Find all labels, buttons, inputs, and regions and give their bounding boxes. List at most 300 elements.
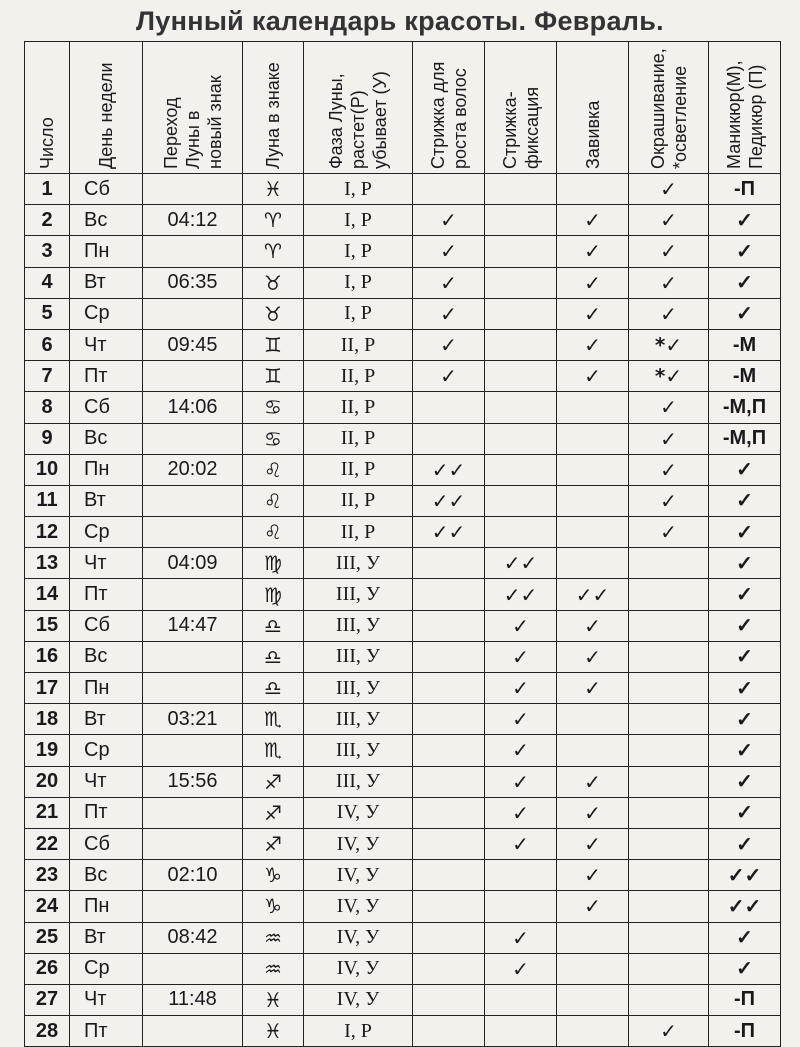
coloring-cell: ✓ [629, 236, 709, 267]
header-perm: Завивка [557, 42, 629, 174]
weekday-cell: Сб [70, 174, 143, 205]
taurus-icon: ♉ [264, 301, 282, 326]
gemini-icon: ♊ [264, 333, 282, 358]
coloring-cell: ✓ [629, 392, 709, 423]
transition-time-cell: 11:48 [143, 984, 243, 1015]
growth-cut-cell [413, 673, 485, 704]
sagittarius-icon: ♐ [264, 769, 282, 794]
capricorn-icon: ♑ [264, 863, 282, 888]
lunar-calendar-table [24, 41, 781, 1047]
zodiac-sign-cell [243, 485, 304, 516]
moon-phase-cell: II, Р [304, 454, 413, 485]
header-transition-time: Переход Луны в новый знак [143, 42, 243, 174]
coloring-cell [629, 735, 709, 766]
growth-cut-cell: ✓ [413, 298, 485, 329]
coloring-cell: ✓ [629, 174, 709, 205]
zodiac-sign-cell [243, 922, 304, 953]
fix-cut-cell: ✓✓ [485, 579, 557, 610]
zodiac-sign-cell [243, 517, 304, 548]
moon-phase-cell: I, Р [304, 236, 413, 267]
growth-cut-cell [413, 392, 485, 423]
sagittarius-icon: ♐ [264, 800, 282, 825]
moon-phase-cell: III, У [304, 735, 413, 766]
coloring-cell: ✓ [629, 205, 709, 236]
manicure-cell: ✓ [709, 704, 781, 735]
moon-phase-cell: III, У [304, 548, 413, 579]
transition-time-cell [143, 485, 243, 516]
weekday-cell: Пн [70, 454, 143, 485]
weekday-cell: Вс [70, 423, 143, 454]
fix-cut-cell: ✓ [485, 828, 557, 859]
fix-cut-cell: ✓ [485, 766, 557, 797]
perm-cell [557, 174, 629, 205]
day-cell: 24 [25, 891, 70, 922]
header-coloring: Окрашивание, *осветление [629, 42, 709, 174]
perm-cell [557, 704, 629, 735]
fix-cut-cell [485, 392, 557, 423]
virgo-icon: ♍ [264, 582, 282, 607]
day-cell: 25 [25, 922, 70, 953]
weekday-cell: Чт [70, 548, 143, 579]
header-row [25, 42, 781, 174]
growth-cut-cell [413, 828, 485, 859]
zodiac-sign-cell [243, 267, 304, 298]
day-cell: 12 [25, 517, 70, 548]
gemini-icon: ♊ [264, 364, 282, 389]
pisces-icon: ♓ [264, 987, 282, 1012]
zodiac-sign-cell [243, 704, 304, 735]
moon-phase-cell: I, Р [304, 298, 413, 329]
header-moon-sign: Луна в знаке [243, 42, 304, 174]
header-growth-cut: Стрижка для роста волос [413, 42, 485, 174]
table-row [25, 860, 781, 891]
perm-cell: ✓ [557, 891, 629, 922]
aries-icon: ♈ [264, 208, 282, 233]
transition-time-cell: 20:02 [143, 454, 243, 485]
weekday-cell: Вт [70, 485, 143, 516]
weekday-cell: Пт [70, 797, 143, 828]
weekday-cell: Сб [70, 828, 143, 859]
table-row [25, 392, 781, 423]
moon-phase-cell: II, Р [304, 423, 413, 454]
coloring-cell [629, 984, 709, 1015]
growth-cut-cell [413, 704, 485, 735]
coloring-cell [629, 579, 709, 610]
day-cell: 17 [25, 673, 70, 704]
table-row [25, 828, 781, 859]
fix-cut-cell [485, 267, 557, 298]
manicure-cell: -М,П [709, 423, 781, 454]
weekday-cell: Ср [70, 298, 143, 329]
coloring-cell [629, 548, 709, 579]
libra-icon: ♎ [264, 613, 282, 638]
zodiac-sign-cell [243, 361, 304, 392]
perm-cell [557, 984, 629, 1015]
coloring-cell [629, 891, 709, 922]
table-row [25, 298, 781, 329]
table-row [25, 329, 781, 360]
moon-phase-cell: II, Р [304, 485, 413, 516]
table-row [25, 641, 781, 672]
perm-cell: ✓ [557, 205, 629, 236]
fix-cut-cell [485, 485, 557, 516]
perm-cell: ✓ [557, 329, 629, 360]
manicure-cell: ✓ [709, 485, 781, 516]
transition-time-cell [143, 673, 243, 704]
fix-cut-cell: ✓ [485, 704, 557, 735]
moon-phase-cell: II, Р [304, 329, 413, 360]
fix-cut-cell [485, 423, 557, 454]
fix-cut-cell [485, 984, 557, 1015]
moon-phase-cell: III, У [304, 641, 413, 672]
manicure-cell: -М [709, 329, 781, 360]
fix-cut-cell [485, 329, 557, 360]
manicure-cell: ✓ [709, 641, 781, 672]
perm-cell [557, 485, 629, 516]
aries-icon: ♈ [264, 239, 282, 264]
day-cell: 28 [25, 1016, 70, 1047]
transition-time-cell: 08:42 [143, 922, 243, 953]
cancer-icon: ♋ [264, 426, 282, 451]
manicure-cell: ✓ [709, 454, 781, 485]
fix-cut-cell: ✓ [485, 735, 557, 766]
manicure-cell: ✓✓ [709, 891, 781, 922]
weekday-cell: Ср [70, 517, 143, 548]
growth-cut-cell [413, 610, 485, 641]
table-row [25, 610, 781, 641]
scorpio-icon: ♏ [264, 707, 282, 732]
manicure-cell: -М,П [709, 392, 781, 423]
transition-time-cell: 03:21 [143, 704, 243, 735]
table-row [25, 454, 781, 485]
table-row [25, 361, 781, 392]
coloring-cell: *✓ [629, 329, 709, 360]
table-body [25, 174, 781, 1047]
zodiac-sign-cell [243, 454, 304, 485]
fix-cut-cell [485, 205, 557, 236]
zodiac-sign-cell [243, 891, 304, 922]
moon-phase-cell: III, У [304, 766, 413, 797]
perm-cell: ✓ [557, 361, 629, 392]
zodiac-sign-cell [243, 236, 304, 267]
growth-cut-cell: ✓ [413, 236, 485, 267]
zodiac-sign-cell [243, 828, 304, 859]
perm-cell [557, 517, 629, 548]
libra-icon: ♎ [264, 676, 282, 701]
zodiac-sign-cell [243, 860, 304, 891]
transition-time-cell [143, 236, 243, 267]
transition-time-cell [143, 797, 243, 828]
growth-cut-cell [413, 953, 485, 984]
perm-cell: ✓✓ [557, 579, 629, 610]
transition-time-cell [143, 298, 243, 329]
fix-cut-cell [485, 361, 557, 392]
coloring-cell [629, 828, 709, 859]
moon-phase-cell: III, У [304, 579, 413, 610]
manicure-cell: ✓ [709, 953, 781, 984]
zodiac-sign-cell [243, 673, 304, 704]
moon-phase-cell: IV, У [304, 797, 413, 828]
manicure-cell: ✓ [709, 610, 781, 641]
leo-icon: ♌ [264, 457, 282, 482]
perm-cell: ✓ [557, 828, 629, 859]
transition-time-cell [143, 517, 243, 548]
zodiac-sign-cell [243, 735, 304, 766]
weekday-cell: Пн [70, 673, 143, 704]
day-cell: 20 [25, 766, 70, 797]
coloring-cell: *✓ [629, 361, 709, 392]
coloring-cell: ✓ [629, 1016, 709, 1047]
weekday-cell: Пт [70, 579, 143, 610]
zodiac-sign-cell [243, 205, 304, 236]
moon-phase-cell: IV, У [304, 828, 413, 859]
table-row [25, 423, 781, 454]
fix-cut-cell: ✓ [485, 641, 557, 672]
moon-phase-cell: IV, У [304, 922, 413, 953]
perm-cell: ✓ [557, 236, 629, 267]
fix-cut-cell [485, 1016, 557, 1047]
zodiac-sign-cell [243, 579, 304, 610]
zodiac-sign-cell [243, 766, 304, 797]
zodiac-sign-cell [243, 174, 304, 205]
pisces-icon: ♓ [264, 1019, 282, 1044]
moon-phase-cell: I, Р [304, 1016, 413, 1047]
zodiac-sign-cell [243, 641, 304, 672]
leo-icon: ♌ [264, 520, 282, 545]
day-cell: 9 [25, 423, 70, 454]
coloring-cell [629, 922, 709, 953]
transition-time-cell [143, 174, 243, 205]
weekday-cell: Чт [70, 766, 143, 797]
day-cell: 8 [25, 392, 70, 423]
aquarius-icon: ♒ [264, 956, 282, 981]
virgo-icon: ♍ [264, 551, 282, 576]
zodiac-sign-cell [243, 610, 304, 641]
header-fix-cut: Стрижка- фиксация [485, 42, 557, 174]
perm-cell: ✓ [557, 766, 629, 797]
perm-cell: ✓ [557, 298, 629, 329]
weekday-cell: Пн [70, 236, 143, 267]
header-weekday: День недели [70, 42, 143, 174]
perm-cell: ✓ [557, 267, 629, 298]
perm-cell [557, 392, 629, 423]
fix-cut-cell [485, 517, 557, 548]
perm-cell: ✓ [557, 797, 629, 828]
header-day: Число [25, 42, 70, 174]
page-title: Лунный календарь красоты. Февраль. [136, 6, 664, 36]
coloring-cell [629, 766, 709, 797]
fix-cut-cell [485, 891, 557, 922]
growth-cut-cell: ✓ [413, 361, 485, 392]
zodiac-sign-cell [243, 392, 304, 423]
fix-cut-cell: ✓ [485, 797, 557, 828]
day-cell: 15 [25, 610, 70, 641]
moon-phase-cell: IV, У [304, 953, 413, 984]
manicure-cell: ✓ [709, 922, 781, 953]
perm-cell: ✓ [557, 641, 629, 672]
perm-cell: ✓ [557, 673, 629, 704]
moon-phase-cell: IV, У [304, 860, 413, 891]
day-cell: 13 [25, 548, 70, 579]
coloring-cell [629, 610, 709, 641]
transition-time-cell: 14:06 [143, 392, 243, 423]
weekday-cell: Ср [70, 735, 143, 766]
coloring-cell: ✓ [629, 485, 709, 516]
zodiac-sign-cell [243, 298, 304, 329]
transition-time-cell [143, 361, 243, 392]
growth-cut-cell: ✓✓ [413, 517, 485, 548]
coloring-cell [629, 797, 709, 828]
transition-time-cell: 09:45 [143, 329, 243, 360]
weekday-cell: Вт [70, 267, 143, 298]
coloring-cell [629, 673, 709, 704]
manicure-cell: ✓✓ [709, 860, 781, 891]
day-cell: 4 [25, 267, 70, 298]
cancer-icon: ♋ [264, 395, 282, 420]
day-cell: 3 [25, 236, 70, 267]
table-row [25, 517, 781, 548]
table-row [25, 984, 781, 1015]
perm-cell [557, 953, 629, 984]
transition-time-cell [143, 423, 243, 454]
table-row [25, 548, 781, 579]
day-cell: 18 [25, 704, 70, 735]
header-manicure: Маникюр(М), Педикюр (П) [709, 42, 781, 174]
growth-cut-cell [413, 1016, 485, 1047]
manicure-cell: -П [709, 1016, 781, 1047]
weekday-cell: Вт [70, 704, 143, 735]
weekday-cell: Вс [70, 205, 143, 236]
sagittarius-icon: ♐ [264, 832, 282, 857]
day-cell: 10 [25, 454, 70, 485]
perm-cell [557, 423, 629, 454]
fix-cut-cell: ✓ [485, 953, 557, 984]
growth-cut-cell [413, 891, 485, 922]
day-cell: 16 [25, 641, 70, 672]
day-cell: 21 [25, 797, 70, 828]
manicure-cell: ✓ [709, 267, 781, 298]
coloring-cell: ✓ [629, 267, 709, 298]
day-cell: 6 [25, 329, 70, 360]
fix-cut-cell [485, 860, 557, 891]
manicure-cell: ✓ [709, 828, 781, 859]
perm-cell [557, 922, 629, 953]
weekday-cell: Пт [70, 1016, 143, 1047]
zodiac-sign-cell [243, 953, 304, 984]
growth-cut-cell [413, 174, 485, 205]
moon-phase-cell: III, У [304, 610, 413, 641]
day-cell: 22 [25, 828, 70, 859]
growth-cut-cell: ✓ [413, 267, 485, 298]
weekday-cell: Пт [70, 361, 143, 392]
perm-cell [557, 548, 629, 579]
table-row [25, 174, 781, 205]
zodiac-sign-cell [243, 797, 304, 828]
growth-cut-cell [413, 423, 485, 454]
taurus-icon: ♉ [264, 270, 282, 295]
fix-cut-cell [485, 298, 557, 329]
day-cell: 23 [25, 860, 70, 891]
coloring-cell: ✓ [629, 298, 709, 329]
weekday-cell: Ср [70, 953, 143, 984]
transition-time-cell [143, 953, 243, 984]
capricorn-icon: ♑ [264, 894, 282, 919]
transition-time-cell: 04:12 [143, 205, 243, 236]
manicure-cell: ✓ [709, 579, 781, 610]
moon-phase-cell: I, Р [304, 174, 413, 205]
manicure-cell: -П [709, 174, 781, 205]
table-row [25, 267, 781, 298]
table-row [25, 704, 781, 735]
growth-cut-cell [413, 735, 485, 766]
perm-cell [557, 454, 629, 485]
table-row [25, 205, 781, 236]
pisces-icon: ♓ [264, 177, 282, 202]
weekday-cell: Чт [70, 329, 143, 360]
moon-phase-cell: I, Р [304, 267, 413, 298]
growth-cut-cell: ✓✓ [413, 485, 485, 516]
leo-icon: ♌ [264, 488, 282, 513]
moon-phase-cell: IV, У [304, 891, 413, 922]
moon-phase-cell: IV, У [304, 984, 413, 1015]
manicure-cell: ✓ [709, 735, 781, 766]
transition-time-cell [143, 1016, 243, 1047]
manicure-cell: ✓ [709, 548, 781, 579]
growth-cut-cell: ✓✓ [413, 454, 485, 485]
day-cell: 27 [25, 984, 70, 1015]
aquarius-icon: ♒ [264, 925, 282, 950]
zodiac-sign-cell [243, 1016, 304, 1047]
growth-cut-cell [413, 797, 485, 828]
zodiac-sign-cell [243, 329, 304, 360]
coloring-cell [629, 641, 709, 672]
growth-cut-cell [413, 984, 485, 1015]
coloring-cell: ✓ [629, 517, 709, 548]
coloring-cell [629, 704, 709, 735]
transition-time-cell [143, 641, 243, 672]
manicure-cell: -П [709, 984, 781, 1015]
manicure-cell: ✓ [709, 298, 781, 329]
growth-cut-cell [413, 922, 485, 953]
zodiac-sign-cell [243, 984, 304, 1015]
weekday-cell: Сб [70, 610, 143, 641]
table-row [25, 735, 781, 766]
manicure-cell: ✓ [709, 517, 781, 548]
perm-cell: ✓ [557, 860, 629, 891]
weekday-cell: Чт [70, 984, 143, 1015]
table-row [25, 579, 781, 610]
day-cell: 26 [25, 953, 70, 984]
transition-time-cell [143, 891, 243, 922]
zodiac-sign-cell [243, 548, 304, 579]
fix-cut-cell: ✓ [485, 673, 557, 704]
table-row [25, 797, 781, 828]
manicure-cell: ✓ [709, 673, 781, 704]
growth-cut-cell [413, 579, 485, 610]
table-row [25, 1016, 781, 1047]
coloring-cell: ✓ [629, 454, 709, 485]
scorpio-icon: ♏ [264, 738, 282, 763]
table-row [25, 953, 781, 984]
transition-time-cell [143, 735, 243, 766]
coloring-cell [629, 953, 709, 984]
day-cell: 7 [25, 361, 70, 392]
growth-cut-cell [413, 641, 485, 672]
moon-phase-cell: II, Р [304, 517, 413, 548]
day-cell: 2 [25, 205, 70, 236]
manicure-cell: -М [709, 361, 781, 392]
moon-phase-cell: III, У [304, 704, 413, 735]
